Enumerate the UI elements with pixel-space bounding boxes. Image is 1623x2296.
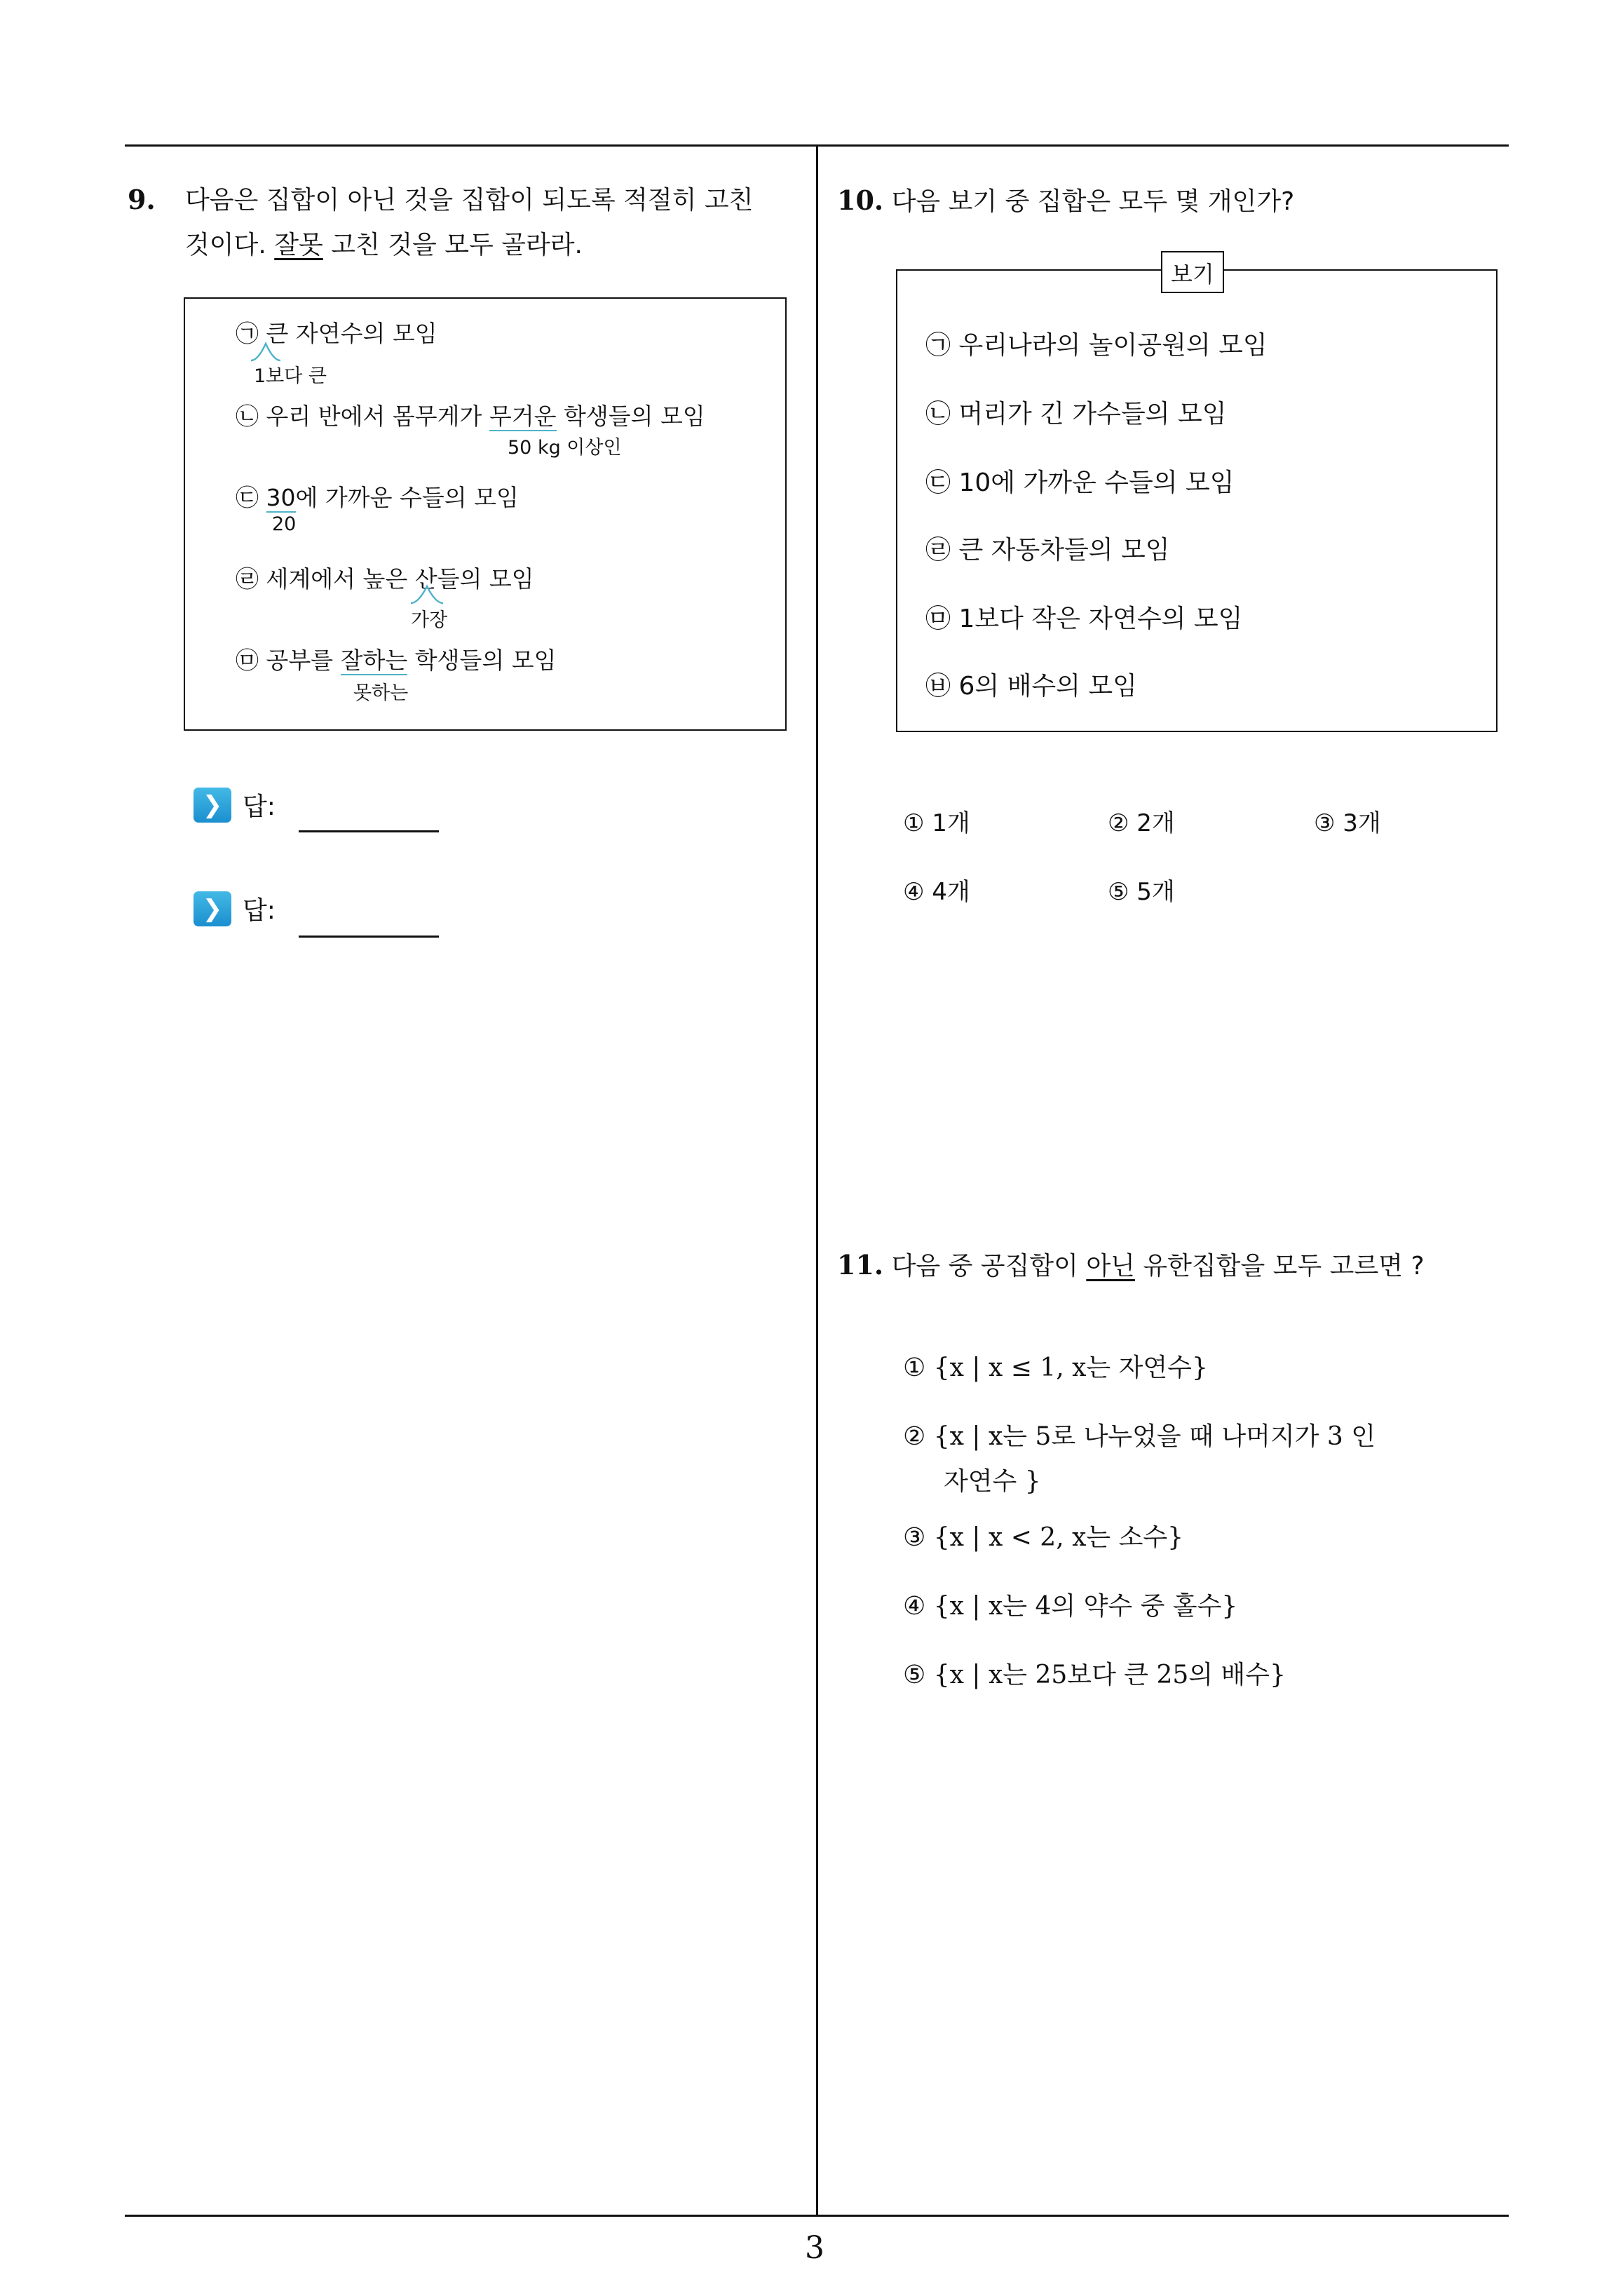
insert-mark (408, 582, 446, 606)
underlined-word: 잘못 (274, 231, 323, 259)
column-divider (816, 144, 818, 2216)
bogi-item-5: ㉤ 1보다 작은 자연수의 모임 (925, 605, 1243, 633)
question-11-line: 11. 다음 중 공집합이 아닌 유한집합을 모두 고르면 ? (837, 1249, 1425, 1281)
answer-row-2 (193, 891, 276, 926)
question-number: 11. (837, 1249, 884, 1281)
answer-field-1[interactable] (299, 830, 439, 832)
bogi-item-2: ㉡ 머리가 긴 가수들의 모임 (925, 400, 1227, 428)
choice-5[interactable]: ⑤ 5개 (1108, 878, 1175, 906)
bogi-item-6: ㉥ 6의 배수의 모임 (925, 672, 1137, 701)
correction-note: 1보다 큰 (254, 365, 327, 387)
choice-1[interactable]: ① {x | x ≤ 1, x는 자연수} (903, 1353, 1208, 1382)
bogi-item-1: ㉠ 우리나라의 놀이공원의 모임 (925, 331, 1268, 360)
bogi-title: 보기 (1161, 251, 1224, 293)
choice-4[interactable]: ④ {x | x는 4의 약수 중 홀수} (903, 1592, 1238, 1621)
choice-4[interactable]: ④ 4개 (903, 878, 970, 906)
question-text-line-1: 다음은 집합이 아닌 것을 집합이 되도록 적절히 고친 (185, 186, 754, 215)
choice-3[interactable]: ③ {x | x < 2, x는 소수} (903, 1523, 1184, 1552)
correction-note: 못하는 (353, 682, 409, 704)
q9-item-3: ㉢ 30에 가까운 수들의 모임 (236, 484, 519, 511)
choice-2-continued: 자연수 } (944, 1467, 1041, 1496)
answer-field-2[interactable] (299, 936, 439, 938)
answer-label: 답: (243, 792, 276, 821)
question-number: 9. (128, 184, 156, 215)
question-text: 다음 보기 중 집합은 모두 몇 개인가? (891, 187, 1295, 216)
question-text-line-2: 것이다. 잘못 고친 것을 모두 골라라. (185, 231, 583, 259)
chevron-right-icon: ❯ (193, 788, 231, 823)
insert-mark (248, 339, 283, 363)
chevron-right-icon: ❯ (193, 891, 231, 926)
page-number: 3 (805, 2230, 824, 2266)
q9-item-box (184, 297, 787, 731)
underlined-word: 아닌 (1086, 1252, 1135, 1281)
q9-item-2: ㉡ 우리 반에서 몸무게가 무거운 학생들의 모임 (236, 403, 705, 430)
bogi-box (896, 261, 1498, 732)
answer-label: 답: (243, 896, 276, 925)
choice-3[interactable]: ③ 3개 (1314, 809, 1381, 837)
choice-2[interactable]: ② {x | x는 5로 나누었을 때 나머지가 3 인 (903, 1422, 1376, 1451)
answer-row-1 (193, 787, 276, 823)
correction-note: 20 (272, 513, 297, 535)
correction-note: 가장 (411, 609, 448, 631)
choice-1[interactable]: ① 1개 (903, 809, 970, 837)
bogi-item-4: ㉣ 큰 자동차들의 모임 (925, 536, 1170, 565)
choice-5[interactable]: ⑤ {x | x는 25보다 큰 25의 배수} (903, 1661, 1286, 1689)
choice-2[interactable]: ② 2개 (1108, 809, 1175, 837)
bogi-item-3: ㉢ 10에 가까운 수들의 모임 (925, 468, 1235, 497)
correction-note: 50 kg 이상인 (508, 437, 622, 459)
question-10-line (837, 178, 1294, 224)
bottom-rule (125, 2215, 1509, 2217)
q9-item-5: ㉤ 공부를 잘하는 학생들의 모임 (236, 647, 557, 674)
question-number: 10. (837, 184, 884, 216)
q9-item-1: ㉠ 큰 자연수의 모임 (236, 320, 437, 347)
q9-item-4: ㉣ 세계에서 높은 산들의 모임 (236, 565, 534, 593)
